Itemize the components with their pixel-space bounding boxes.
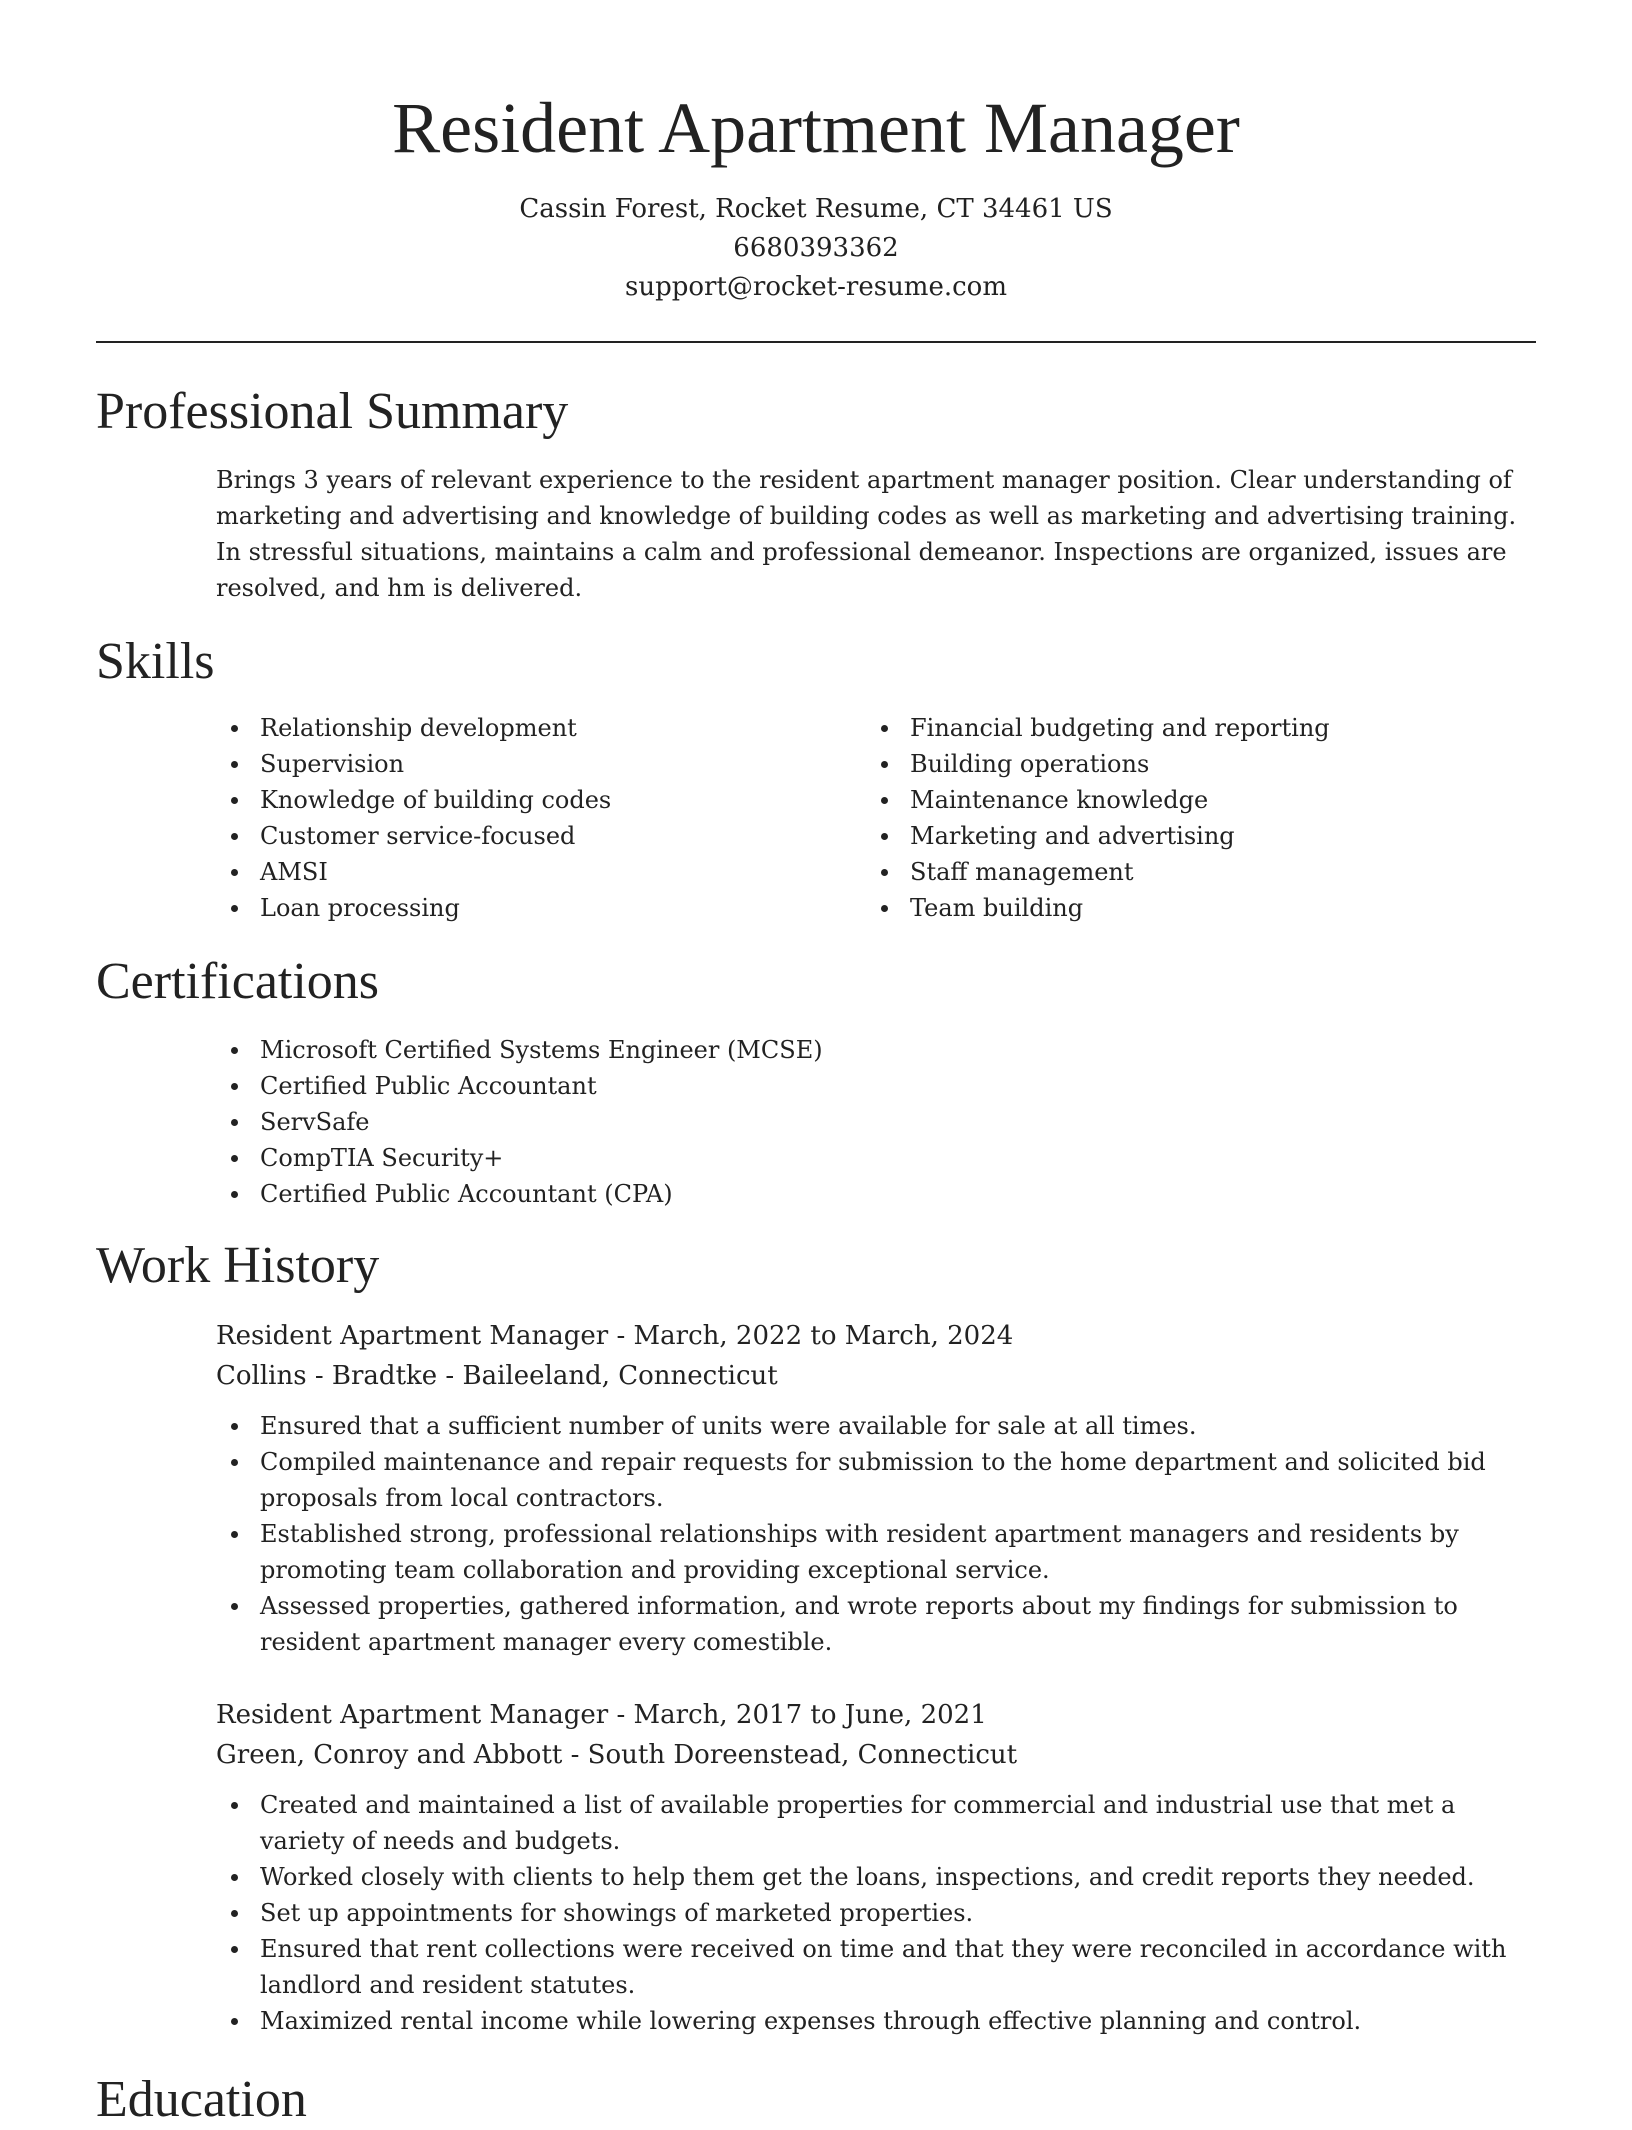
skill-item: Customer service-focused: [216, 818, 836, 854]
work-history-heading: Work History: [96, 1237, 380, 1294]
certification-item: Certified Public Accountant (CPA): [216, 1176, 1536, 1212]
job-entry: [216, 1695, 1536, 2039]
skill-item: Knowledge of building codes: [216, 782, 836, 818]
job-company: Collins - Bradtke: [216, 1361, 438, 1391]
job-dates: - March, 2017 to June, 2021: [608, 1700, 987, 1730]
job-duty: Set up appointments for showings of marketed properties.: [216, 1895, 1536, 1931]
certification-item: Microsoft Certified Systems Engineer (MCSE): [216, 1032, 1536, 1068]
job-company-line: [216, 1356, 1536, 1396]
certifications-section: [216, 1032, 1536, 1212]
contact-address: Cassin Forest, Rocket Resume, CT 34461 US: [519, 194, 1113, 224]
job-duty: Ensured that a sufficient number of units were available for sale at all times.: [216, 1408, 1536, 1444]
contact-block: [0, 190, 1632, 307]
skill-item: AMSI: [216, 854, 836, 890]
job-duty: Ensured that rent collections were received on time and that they were reconciled in accordance with landlord and resident statutes.: [216, 1931, 1536, 2003]
job-duty: Created and maintained a list of available properties for commercial and industrial use that met a variety of needs and budgets.: [216, 1787, 1536, 1859]
job-duty: Assessed properties, gathered information, and wrote reports about my findings for submission to resident apartment manager every comestible.: [216, 1588, 1536, 1660]
education-heading: Education: [96, 2071, 307, 2128]
job-duty: Worked closely with clients to help them get the loans, inspections, and credit reports they needed.: [216, 1859, 1536, 1895]
job-title-line: [216, 1316, 1536, 1356]
skill-item: Relationship development: [216, 710, 836, 746]
job-duties: [216, 1787, 1536, 2039]
skills-column-left: [216, 710, 836, 926]
skill-item: Financial budgeting and reporting: [866, 710, 1486, 746]
job-duty: Maximized rental income while lowering expenses through effective planning and control.: [216, 2003, 1536, 2039]
job-duty: Established strong, professional relationships with resident apartment managers and residents by promoting team collaboration and providing exceptional service.: [216, 1516, 1536, 1588]
job-location: - South Doreenstead, Connecticut: [562, 1740, 1018, 1770]
job-role: Resident Apartment Manager: [216, 1700, 609, 1730]
header-divider: [96, 341, 1536, 343]
job-company-line: [216, 1735, 1536, 1775]
summary-section: [216, 462, 1536, 606]
job-entry: [216, 1316, 1536, 1660]
skill-item: Staff management: [866, 854, 1486, 890]
job-location: - Baileeland, Connecticut: [437, 1361, 778, 1391]
skills-heading: Skills: [96, 633, 215, 690]
job-duty: Compiled maintenance and repair requests for submission to the home department and solicited bid proposals from local contractors.: [216, 1444, 1536, 1516]
summary-text: Brings 3 years of relevant experience to the resident apartment manager position. Clear understanding of marketing and advertising and knowledge of building codes as well as marketing and advertising training. In stressful situations, maintains a calm and professional demeanor. Inspections are organized, issues are resolved, and hm is delivered.: [216, 466, 1517, 602]
certifications-heading: Certifications: [96, 953, 380, 1010]
job-role: Resident Apartment Manager: [216, 1321, 609, 1351]
job-company: Green, Conroy and Abbott: [216, 1740, 563, 1770]
resume-header: [0, 0, 1632, 307]
skill-item: Maintenance knowledge: [866, 782, 1486, 818]
job-title-line: [216, 1695, 1536, 1735]
certification-item: Certified Public Accountant: [216, 1068, 1536, 1104]
skills-column-right: [866, 710, 1486, 926]
contact-phone: 6680393362: [733, 233, 899, 263]
certification-item: CompTIA Security+: [216, 1140, 1536, 1176]
job-duties: [216, 1408, 1536, 1660]
summary-heading: Professional Summary: [96, 383, 569, 440]
job-dates: - March, 2022 to March, 2024: [608, 1321, 1014, 1351]
skill-item: Building operations: [866, 746, 1486, 782]
skill-item: Marketing and advertising: [866, 818, 1486, 854]
candidate-title: Resident Apartment Manager: [392, 88, 1240, 168]
contact-email: support@rocket-resume.com: [624, 272, 1007, 302]
skill-item: Loan processing: [216, 890, 836, 926]
skill-item: Supervision: [216, 746, 836, 782]
skill-item: Team building: [866, 890, 1486, 926]
certification-item: ServSafe: [216, 1104, 1536, 1140]
